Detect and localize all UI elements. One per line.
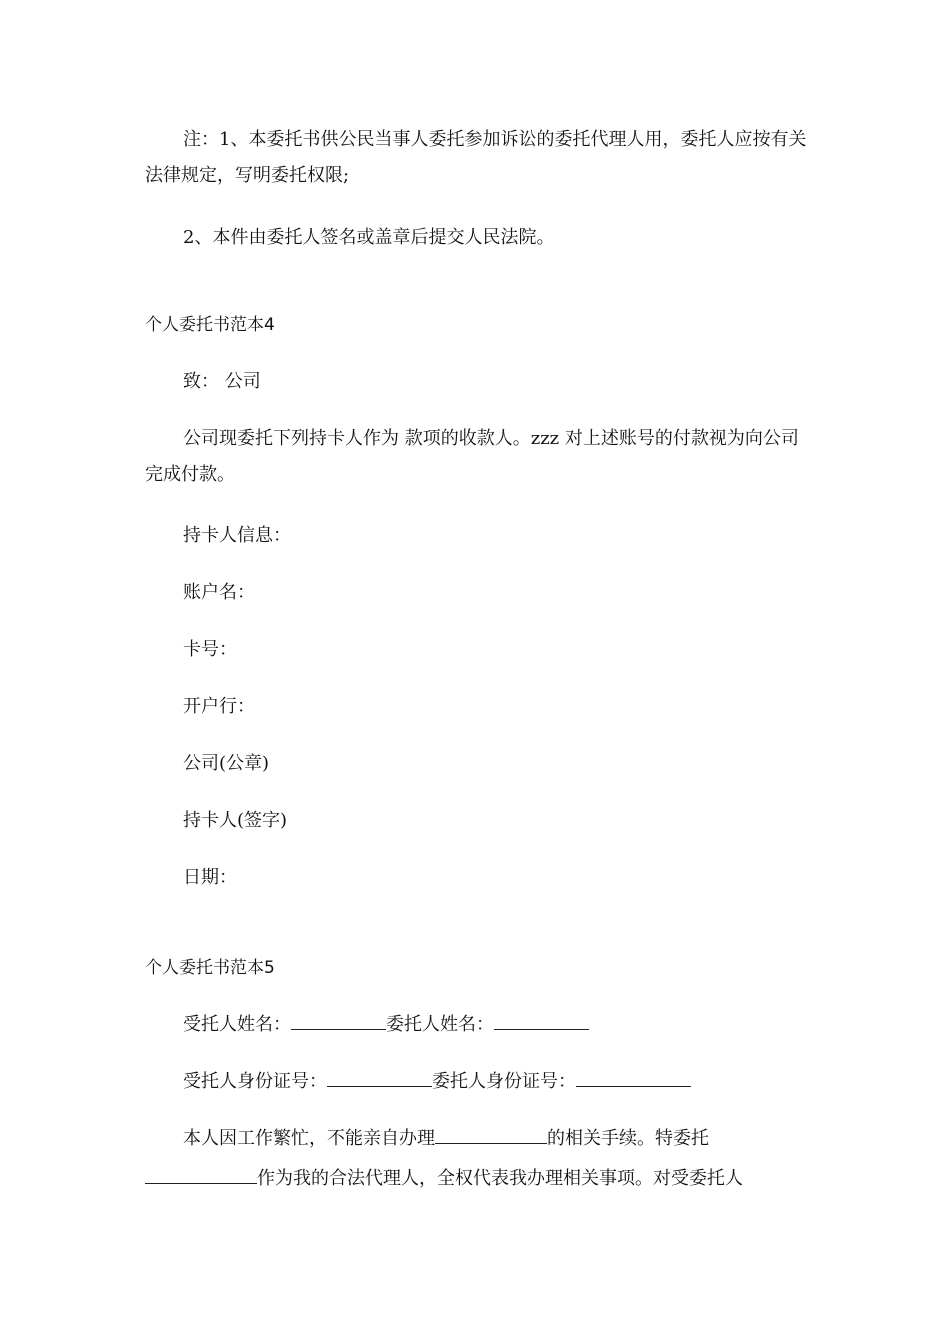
note-2: 2、本件由委托人签名或盖章后提交人民法院。 bbox=[183, 227, 555, 248]
date-label: 日期： bbox=[183, 867, 237, 888]
trustee-id-label: 受托人身份证号： bbox=[183, 1071, 327, 1092]
bank-label: 开户行： bbox=[183, 696, 255, 717]
trustee-name-label: 受托人姓名： bbox=[183, 1014, 291, 1035]
authorization-body: 公司现委托下列持卡人作为 款项的收款人。zzz 对上述账号的付款视为向公司完成付款。 bbox=[145, 428, 799, 485]
account-name-label: 账户名： bbox=[183, 582, 255, 603]
principal-id-blank bbox=[576, 1064, 691, 1087]
agent-blank bbox=[145, 1161, 257, 1184]
principal-name-label: 委托人姓名： bbox=[386, 1014, 494, 1035]
to-line: 致： 公司 bbox=[183, 371, 261, 392]
body-part-3: 作为我的合法代理人，全权代表我办理相关事项。对受委托人 bbox=[257, 1168, 743, 1189]
section-heading-4: 个人委托书范本4 bbox=[145, 315, 275, 335]
body-part-2: 的相关手续。特委托 bbox=[547, 1128, 709, 1149]
card-number-label: 卡号： bbox=[183, 639, 237, 660]
principal-id-label: 委托人身份证号： bbox=[432, 1071, 576, 1092]
names-line bbox=[183, 1007, 589, 1043]
trustee-name-blank bbox=[291, 1007, 386, 1030]
company-seal-label: 公司(公章) bbox=[183, 753, 270, 774]
trustee-id-blank bbox=[327, 1064, 432, 1087]
matter-blank bbox=[435, 1121, 547, 1144]
note-1: 注：1、本委托书供公民当事人委托参加诉讼的委托代理人用，委托人应按有关法律规定，写明委托权限; bbox=[145, 129, 807, 186]
body-line-2 bbox=[145, 1161, 743, 1197]
id-line bbox=[183, 1064, 691, 1100]
principal-name-blank bbox=[494, 1007, 589, 1030]
cardholder-sign-label: 持卡人(签字) bbox=[183, 810, 288, 831]
section-heading-5: 个人委托书范本5 bbox=[145, 958, 275, 978]
body-part-1: 本人因工作繁忙，不能亲自办理 bbox=[183, 1128, 435, 1149]
cardholder-info-label: 持卡人信息： bbox=[183, 525, 291, 546]
body-line-1 bbox=[183, 1121, 709, 1157]
